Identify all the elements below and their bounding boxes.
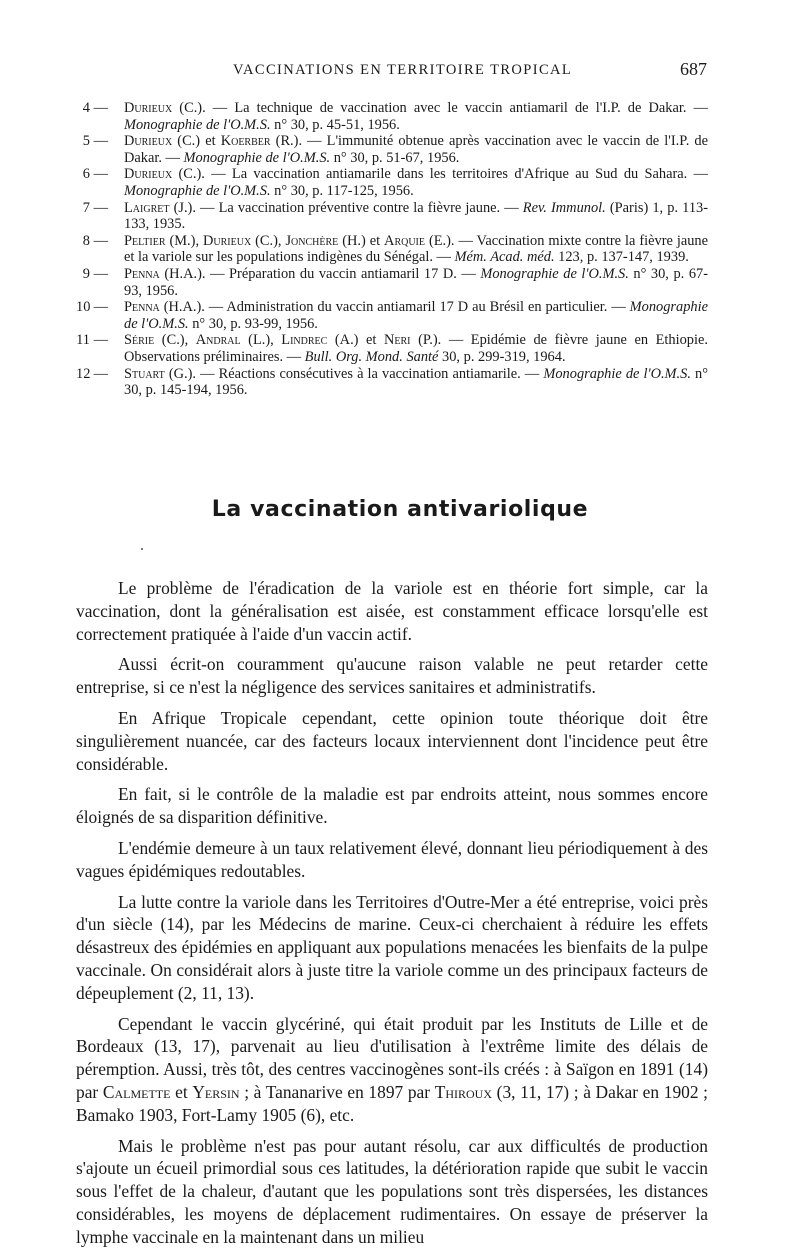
reference-text: (H.A.). — Préparation du vaccin antiamaril 17 D. — <box>159 265 481 282</box>
author-name: Thiroux <box>434 1081 493 1102</box>
reference-author: Arquie <box>384 232 425 249</box>
reference-author: Durieux <box>124 100 173 116</box>
reference-item <box>76 366 708 399</box>
reference-dash: — <box>93 199 108 216</box>
reference-dash: — <box>93 365 108 382</box>
reference-details: n° 30, p. 117-125, 1956. <box>270 182 414 199</box>
reference-author: Andral <box>195 332 241 349</box>
reference-number: 9 <box>82 265 90 282</box>
reference-source: Monographie de l'O.M.S. <box>124 299 708 332</box>
reference-text: (A.) et <box>327 332 384 349</box>
reference-dash: — <box>93 332 108 349</box>
reference-source: Monographie de l'O.M.S. <box>543 365 691 382</box>
reference-number: 10 <box>76 299 91 316</box>
reference-dash: — <box>93 265 108 282</box>
reference-author: Neri <box>383 332 411 349</box>
reference-author: Lindrec <box>281 332 328 349</box>
reference-author: Durieux <box>124 133 173 150</box>
reference-text: (C.). — La vaccination antiamarile dans les territoires d'Afrique au Sud du Sahara. — <box>172 166 708 183</box>
reference-text: (C.) et <box>172 133 221 150</box>
reference-author: Série <box>124 332 155 349</box>
author-name: Yersin <box>192 1081 240 1102</box>
print-speck <box>141 548 143 550</box>
reference-source: Monographie de l'O.M.S. <box>124 116 271 133</box>
reference-text: (E.). — Vaccination mixte contre la fièvre jaune et la variole sur les populations indigènes du Sénégal. — <box>124 232 708 266</box>
reference-source: Monographie de l'O.M.S. <box>124 182 271 199</box>
reference-item <box>76 233 708 266</box>
paragraph: Le problème de l'éradication de la variole est en théorie fort simple, car la vaccination, dont la généralisation est aisée, est constamment efficace lorsqu'elle est correctement pratiquée à l'aide d'un vaccin actif. <box>76 578 708 644</box>
reference-author: Durieux <box>203 232 252 249</box>
reference-dash: — <box>93 100 108 116</box>
reference-item <box>76 332 708 365</box>
reference-dash: — <box>93 299 108 316</box>
paragraph: Cependant le vaccin glycériné, qui était produit par les Instituts de Lille et de Bordeaux (13, 17), parvenait au lieu d'utilisation à l'extrême limite des délais de péremption. Aussi, très tôt, des centres vaccinogènes sont-ils créés : à Saïgon en 1891 (14) par Calmette et Yersin ; à Tananarive en 1897 par Thiroux (3, 11, 17) ; à Dakar en 1902 ; Bamako 1903, Fort-Lamy 1905 (6), etc. <box>76 1013 709 1125</box>
reference-author: Durieux <box>124 166 173 183</box>
reference-number: 7 <box>82 199 90 216</box>
reference-details: 30, p. 299-319, 1964. <box>438 348 566 365</box>
paragraph: La lutte contre la variole dans les Territoires d'Outre-Mer a été entreprise, voici près d'un siècle (14), par les Médecins de marine. Ceux-ci cherchaient à réduire les effets désastreux des épidémies en appliquant aux populations menacées les bienfaits de la pulpe vaccinale. On considérait alors à juste titre la variole comme un des principaux facteurs de dépeuplement (2, 11, 13). <box>76 891 708 1003</box>
reference-text: (H.) et <box>338 232 385 249</box>
reference-number: 11 <box>76 332 90 349</box>
reference-author: Penna <box>124 265 160 282</box>
section-title: La vaccination antivariolique <box>211 497 589 522</box>
reference-dash: — <box>93 166 108 183</box>
paragraph: En Afrique Tropicale cependant, cette opinion toute théorique doit être singulièrement nuancée, car des facteurs locaux interviennent dont l'incidence peut être considérable. <box>76 707 708 774</box>
reference-author: Peltier <box>124 232 166 249</box>
paragraph: L'endémie demeure à un taux relativement élevé, donnant lieu périodiquement à des vagues épidémiques redoutables. <box>76 837 708 881</box>
reference-number: 4 <box>82 100 90 116</box>
reference-text: (L.), <box>240 332 282 349</box>
reference-text: (C.), <box>251 232 286 249</box>
reference-details: n° 30, p. 93-99, 1956. <box>188 315 318 332</box>
reference-number: 5 <box>82 133 90 150</box>
reference-text: (C.). — La technique de vaccination avec le vaccin antiamaril de l'I.P. de Dakar. — <box>172 100 708 116</box>
reference-number: 6 <box>82 166 90 183</box>
reference-author: Penna <box>124 299 160 316</box>
reference-author: Koerber <box>220 133 271 150</box>
reference-item <box>76 100 708 133</box>
running-title: VACCINATIONS EN TERRITOIRE TROPICAL <box>233 62 573 78</box>
reference-number: 12 <box>76 365 91 382</box>
reference-details: 123, p. 137-147, 1939. <box>554 249 689 266</box>
reference-text: (R.). — L'immunité obtenue après vaccination avec le vaccin de l'I.P. de Dakar. — <box>124 133 708 166</box>
reference-dash: — <box>93 232 108 249</box>
reference-item <box>76 299 708 332</box>
reference-author: Jonchère <box>285 232 339 249</box>
reference-author: Laigret <box>124 199 170 216</box>
reference-source: Monographie de l'O.M.S. <box>480 265 629 282</box>
reference-text: (G.). — Réactions consécutives à la vaccination antiamarile. — <box>164 365 544 382</box>
reference-text: (J.). — La vaccination préventive contre la fièvre jaune. — <box>169 199 523 216</box>
reference-details: n° 30, p. 67-93, 1956. <box>124 265 709 299</box>
paragraph: Aussi écrit-on couramment qu'aucune raison valable ne peut retarder cette entreprise, si ce n'est la négligence des services sanitaires et administratifs. <box>76 654 708 698</box>
reference-details: (Paris) 1, p. 113-133, 1935. <box>124 199 709 233</box>
reference-text: (P.). — Epidémie de fièvre jaune en Ethiopie. Observations préliminaires. — <box>124 332 708 365</box>
page-number: 687 <box>680 59 707 79</box>
paragraph: En fait, si le contrôle de la maladie est par endroits atteint, nous sommes encore éloignés de sa disparition définitive. <box>76 784 708 828</box>
reference-text: (H.A.). — Administration du vaccin antiamaril 17 D au Brésil en particulier. — <box>159 299 630 316</box>
reference-text: (C.), <box>154 332 196 349</box>
reference-dash: — <box>93 133 108 150</box>
reference-source: Rev. Immunol. <box>522 199 606 216</box>
reference-source: Bull. Org. Mond. Santé <box>304 348 439 365</box>
reference-source: Monographie de l'O.M.S. <box>183 149 331 166</box>
author-name: Calmette <box>102 1081 171 1102</box>
body-text <box>76 577 708 1249</box>
reference-author: Stuart <box>124 365 165 382</box>
page-header <box>0 59 800 84</box>
reference-source: Mém. Acad. méd. <box>454 249 555 266</box>
reference-details: n° 30, p. 145-194, 1956. <box>124 365 709 399</box>
reference-text: (M.), <box>165 232 203 249</box>
reference-details: n° 30, p. 45-51, 1956. <box>270 116 400 133</box>
reference-details: n° 30, p. 51-67, 1956. <box>330 149 460 166</box>
reference-number: 8 <box>82 232 90 249</box>
reference-item <box>76 133 708 166</box>
reference-item <box>76 200 708 233</box>
paragraph: Mais le problème n'est pas pour autant résolu, car aux difficultés de production s'ajoute un écueil primordial sous ces latitudes, la détérioration rapide que subit le vaccin sous l'effet de la chaleur, d'autant que les populations sont très dispersées, les distances considérables, les moyens de déplacement rudimentaires. On essaye de préserver la lymphe vaccinale en la maintenant dans un milieu <box>76 1135 708 1247</box>
reference-list <box>76 100 708 399</box>
reference-item <box>76 266 708 299</box>
reference-item <box>76 166 708 199</box>
